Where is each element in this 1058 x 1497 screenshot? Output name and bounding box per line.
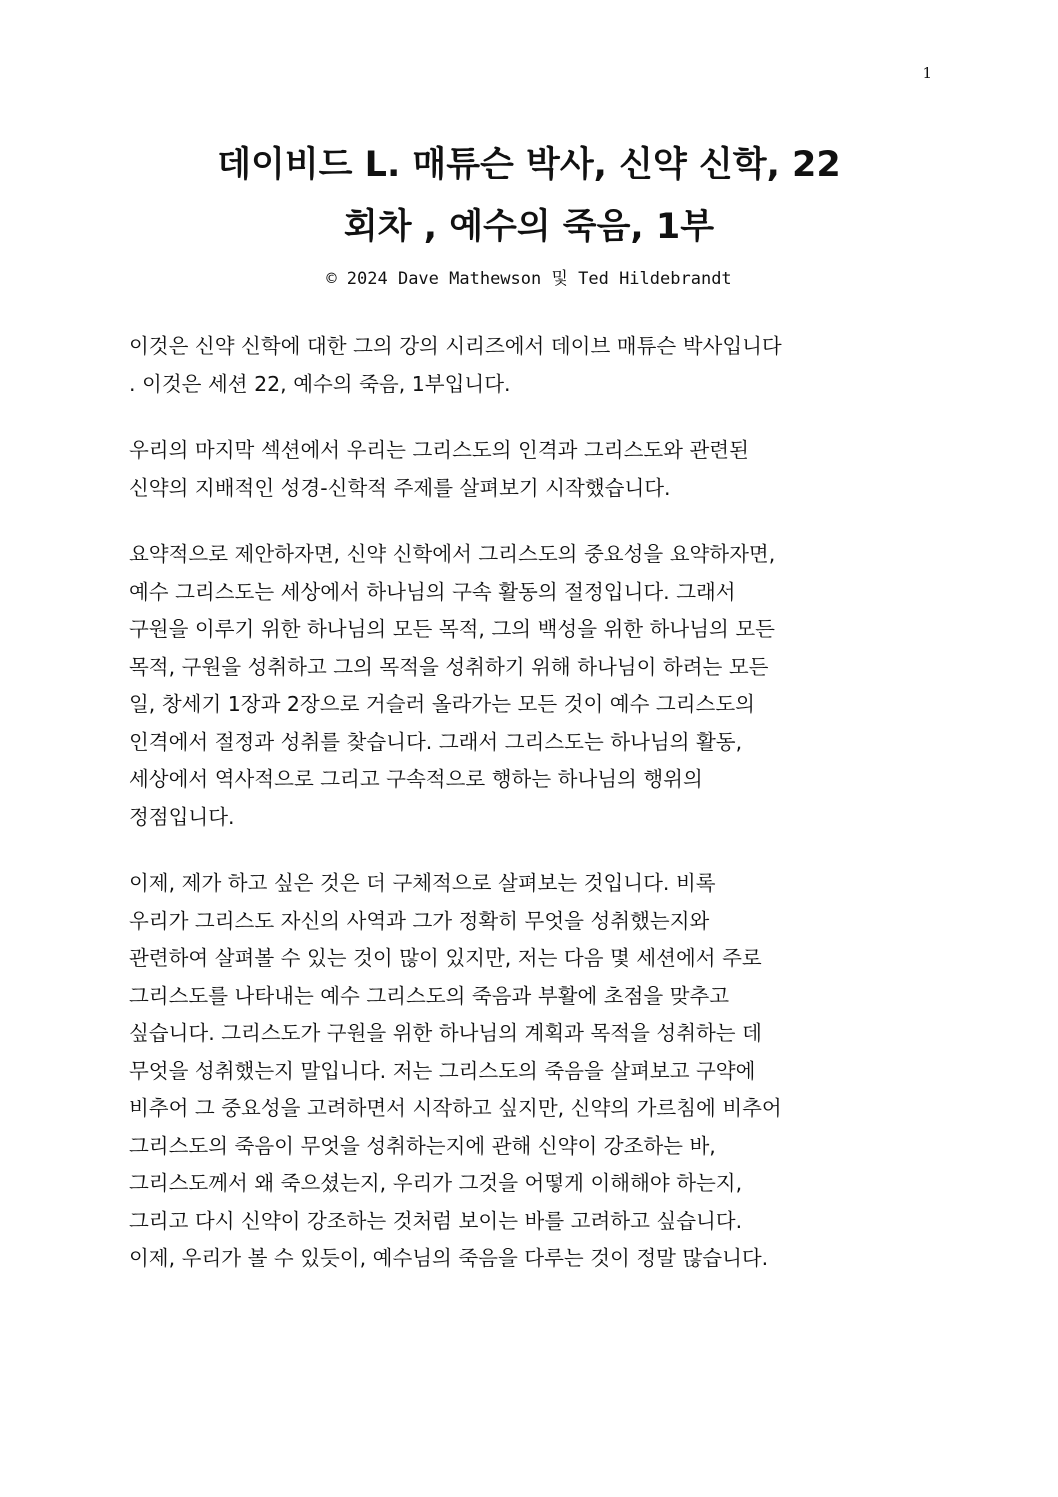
- text-line: 그리스도를 나타내는 예수 그리스도의 죽음과 부활에 초점을 맞추고: [129, 983, 730, 1008]
- text-line: 그리고 다시 신약이 강조하는 것처럼 보이는 바를 고려하고 싶습니다.: [129, 1208, 743, 1233]
- title-line: 데이비드 L. 매튜슨 박사, 신약 신학, 22: [217, 145, 841, 185]
- paragraph: [129, 536, 939, 836]
- text-line: 그리스도의 죽음이 무엇을 성취하는지에 관해 신약이 강조하는 바,: [129, 1133, 716, 1158]
- page-title: [90, 134, 968, 258]
- paragraph: [129, 328, 939, 403]
- text-line: 우리의 마지막 섹션에서 우리는 그리스도의 인격과 그리스도와 관련된: [129, 438, 749, 462]
- text-line: 구원을 이루기 위한 하나님의 모든 목적, 그의 백성을 위한 하나님의 모든: [129, 617, 775, 641]
- title-line: 회차 , 예수의 죽음, 1부: [343, 207, 715, 247]
- text-line: 요약적으로 제안하자면, 신약 신학에서 그리스도의 중요성을 요약하자면,: [129, 542, 776, 566]
- paragraph: [129, 432, 939, 507]
- text-line: 이제, 제가 하고 싶은 것은 더 구체적으로 살펴보는 것입니다. 비록: [129, 871, 716, 895]
- text-line: 정점입니다.: [129, 804, 235, 829]
- text-line: 무엇을 성취했는지 말입니다. 저는 그리스도의 죽음을 살펴보고 구약에: [129, 1058, 756, 1083]
- text-line: 관련하여 살펴볼 수 있는 것이 많이 있지만, 저는 다음 몇 세션에서 주로: [129, 946, 762, 970]
- text-line: 신약의 지배적인 성경-신학적 주제를 살펴보기 시작했습니다.: [129, 475, 671, 500]
- document-body: [129, 328, 939, 1307]
- copyright-notice: © 2024 Dave Mathewson 및 Ted Hildebrandt: [326, 269, 732, 289]
- text-line: 일, 창세기 1장과 2장으로 거슬러 올라가는 모든 것이 예수 그리스도의: [129, 692, 755, 716]
- page-number: 1: [922, 64, 932, 82]
- text-line: 이것은 신약 신학에 대한 그의 강의 시리즈에서 데이브 매튜슨 박사입니다: [129, 334, 782, 358]
- text-line: 그리스도께서 왜 죽으셨는지, 우리가 그것을 어떻게 이해해야 하는지,: [129, 1171, 743, 1195]
- text-line: 예수 그리스도는 세상에서 하나님의 구속 활동의 절정입니다. 그래서: [129, 579, 736, 604]
- text-line: 인격에서 절정과 성취를 찾습니다. 그래서 그리스도는 하나님의 활동,: [129, 729, 743, 754]
- text-line: 싶습니다. 그리스도가 구원을 위한 하나님의 계획과 목적을 성취하는 데: [129, 1021, 762, 1045]
- text-line: 비추어 그 중요성을 고려하면서 시작하고 싶지만, 신약의 가르침에 비추어: [129, 1096, 782, 1120]
- text-line: 목적, 구원을 성취하고 그의 목적을 성취하기 위해 하나님이 하려는 모든: [129, 654, 769, 679]
- text-line: . 이것은 세션 22, 예수의 죽음, 1부입니다.: [129, 371, 511, 396]
- text-line: 이제, 우리가 볼 수 있듯이, 예수님의 죽음을 다루는 것이 정말 많습니다.: [129, 1246, 769, 1270]
- text-line: 우리가 그리스도 자신의 사역과 그가 정확히 무엇을 성취했는지와: [129, 908, 710, 933]
- paragraph: [129, 865, 939, 1278]
- text-line: 세상에서 역사적으로 그리고 구속적으로 행하는 하나님의 행위의: [129, 767, 703, 791]
